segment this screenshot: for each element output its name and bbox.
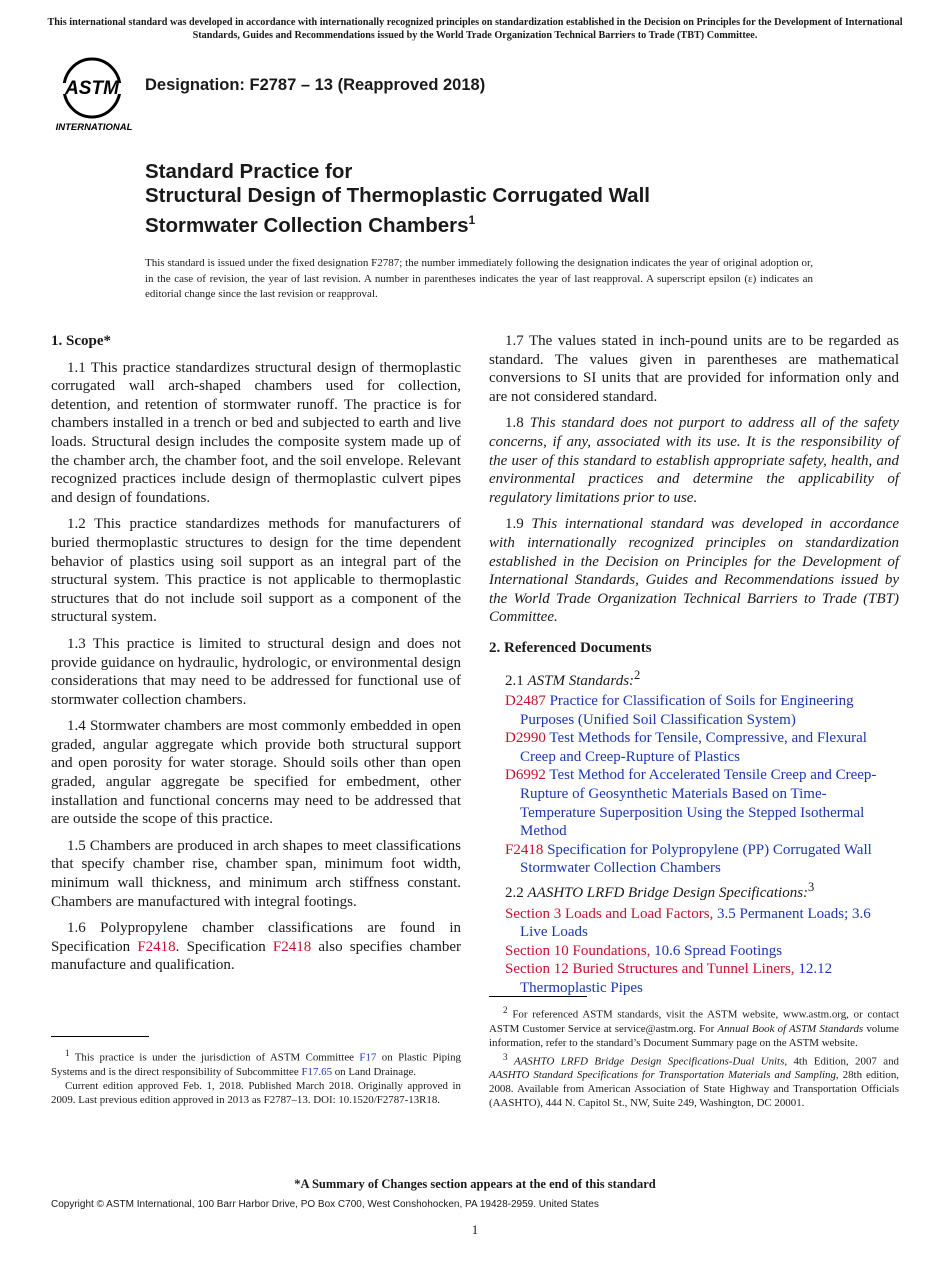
copyright-line: Copyright © ASTM International, 100 Barr Harbor Drive, PO Box C700, West Conshohocken, PA 19428-2959. United States <box>51 1199 599 1210</box>
footnote-text: , 4th Edition, 2007 and <box>784 1055 899 1068</box>
footnote-text: volume information, refer to the standard’s Document Summary page on the ASTM website. <box>489 1022 899 1049</box>
reference-title-link[interactable]: Test Methods for Tensile, Compressive, and Flexural Creep and Creep-Rupture of Plastics <box>520 730 867 765</box>
reference-item <box>505 960 899 997</box>
footnote-1-edition: Current edition approved Feb. 1, 2018. Published March 2018. Originally approved in 2009. Last previous edition approved in 2013 as F2787–13. DOI: 10.1520/F2787-13R18. <box>51 1079 461 1106</box>
footnote-text: on Land Drainage. <box>332 1065 417 1078</box>
footnote-mark: 1 <box>65 1048 70 1058</box>
reference-item <box>505 729 899 766</box>
para-1-6-text-c: also specifies chamber manufacture and qualification. <box>51 938 462 974</box>
footnotes-left <box>51 1046 461 1107</box>
footnote-divider <box>489 996 587 997</box>
scope-heading: 1. Scope* <box>51 333 111 349</box>
title-line-2: Structural Design of Thermoplastic Corrugated Wall <box>145 184 650 207</box>
reference-title-link[interactable]: 10.6 Spread Footings <box>654 942 783 959</box>
title-line-1: Standard Practice for <box>145 160 353 183</box>
issuance-statement: This standard is issued under the fixed designation F2787; the number immediately following the designation indicates the year of original adoption or, in the case of revision, the year of last revision. A number in parentheses indicates the year of last reapproval. A superscript epsilon (ε) indicates an editorial change since the last revision or reapproval. <box>145 257 813 300</box>
logo-text: ASTM <box>65 78 119 99</box>
astm-standards-subheading <box>505 666 899 691</box>
footnote-text: on Plastic Piping Systems and is the direct responsibility of Subcommittee <box>51 1051 461 1078</box>
footnote-2 <box>489 1003 899 1050</box>
page-number: 1 <box>471 1222 479 1237</box>
footnote-mark: 2 <box>503 1005 508 1015</box>
footnote-italic: AASHTO Standard Specifications for Transportation Materials and Sampling <box>489 1069 836 1082</box>
reference-code-link[interactable]: Section 10 Foundations, <box>505 942 651 959</box>
title-line-3 <box>145 208 905 238</box>
reference-item <box>505 841 899 878</box>
title-line-3-text: Stormwater Collection Chambers <box>145 213 469 237</box>
reference-title-link[interactable]: 3.5 Permanent Loads; 3.6 Live Loads <box>520 905 871 941</box>
references-heading: 2. Referenced Documents <box>489 639 652 656</box>
para-1-6-text-a: 1.6 Polypropylene chamber classifications are found in Specification <box>51 920 461 955</box>
astm-logo <box>52 56 136 132</box>
aashto-reference-list <box>505 905 899 998</box>
para-1-9-number: 1.9 <box>505 516 532 533</box>
para-1-6 <box>51 919 461 975</box>
astm-logo-graphic <box>52 56 136 132</box>
subheading-number: 2.1 <box>505 672 528 689</box>
subheading-text: AASHTO LRFD Bridge Design Specifications: <box>527 885 809 902</box>
para-1-4: 1.4 Stormwater chambers are most commonly embedded in open graded, angular aggregate which provide both structural support and open porosity for water storage. Should soils other than open graded, angular aggregate be specified for embedment, other installation and functional concerns may need to be addressed that are outside the scope of this practice. <box>51 718 461 828</box>
footnote-mark: 3 <box>503 1051 508 1062</box>
reference-code-link[interactable]: D2990 <box>505 730 546 747</box>
para-1-2: 1.2 This practice standardizes methods for manufacturers of buried thermoplastic structures to design for the time dependent behavior of plastics using soil support as an integral part of the structural system. This practice is not applicable to thermoplastic structures that do not include soil support as a component of the structural system. <box>51 516 461 626</box>
footnote-mark: 2 <box>634 667 641 682</box>
para-1-8 <box>489 414 899 507</box>
footnote-italic: AASHTO LRFD Bridge Design Specifications-Dual Units <box>513 1055 785 1068</box>
link-f17[interactable]: F17 <box>359 1051 377 1064</box>
subheading-text: ASTM Standards: <box>527 672 635 689</box>
summary-of-changes-note: *A Summary of Changes section appears at the end of this standard <box>294 1177 656 1191</box>
link-f17-65[interactable]: F17.65 <box>301 1065 333 1078</box>
para-1-3: 1.3 This practice is limited to structural design and does not provide guidance on hydraulic, hydrologic, or environmental design considerations that may need to be addressed for functional use of stormwater collection chambers. <box>51 635 461 708</box>
reference-code-link[interactable]: Section 12 Buried Structures and Tunnel Liners, <box>505 961 795 978</box>
footnote-text: , 28th edition, 2008. Available from American Association of State Highway and Transportation Officials (AASHTO), 444 N. Capitol St., NW, Suite 249, Washington, DC 20001. <box>489 1069 899 1110</box>
reference-title-link[interactable]: Specification for Polypropylene (PP) Corrugated Wall Stormwater Collection Chambers <box>520 841 872 877</box>
para-1-9 <box>489 515 899 627</box>
designation: Designation: F2787 – 13 (Reapproved 2018) <box>145 76 486 94</box>
para-1-7: 1.7 The values stated in inch-pound units are to be regarded as standard. The values given in parentheses are mathematical conversions to SI units that are provided for information only and are not considered standard. <box>489 333 899 405</box>
standard-notice: This international standard was developed in accordance with internationally recognized principles on standardization established in the Decision on Principles for the Development of International Standards, Guides and Recommendations issued by the World Trade Organization Technical Barriers to Trade (TBT) Committee. <box>47 17 903 41</box>
reference-item <box>505 942 899 961</box>
reference-title-link[interactable]: 12.12 Thermoplastic Pipes <box>520 961 833 996</box>
title-footnote-mark: 1 <box>468 213 476 227</box>
subheading-number: 2.2 <box>505 885 528 902</box>
footnote-mark: 3 <box>808 880 815 895</box>
footnotes-right <box>489 1003 899 1110</box>
para-1-8-number: 1.8 <box>505 415 530 432</box>
aashto-subheading <box>505 878 899 903</box>
reference-item <box>505 692 899 729</box>
link-f2418[interactable]: F2418 <box>137 938 176 955</box>
footnote-text: For referenced ASTM standards, visit the ASTM website, www.astm.org, or contact ASTM Customer Service at service@astm.org. For <box>489 1008 899 1035</box>
reference-title-link[interactable]: Practice for Classification of Soils for Engineering Purposes (Unified Soil Classification System) <box>520 693 854 728</box>
reference-item <box>505 905 899 942</box>
footnote-divider <box>51 1036 149 1037</box>
para-1-6-text-b: . Specification <box>175 938 273 955</box>
para-1-8-text: This standard does not purport to address all of the safety concerns, if any, associated with its use. It is the responsibility of the user of this standard to establish appropriate safety, health, and environmental practices and determine the applicability of regulatory limitations prior to use. <box>489 415 900 506</box>
footnote-italic: Annual Book of ASTM Standards <box>717 1022 864 1035</box>
footnote-3 <box>489 1050 899 1111</box>
astm-reference-list <box>505 692 899 878</box>
logo-subtext: INTERNATIONAL <box>55 122 133 132</box>
reference-code-link[interactable]: D2487 <box>505 693 546 710</box>
right-column <box>489 332 899 998</box>
footnote-text: This practice is under the jurisdiction of ASTM Committee <box>74 1051 360 1064</box>
reference-code-link[interactable]: D6992 <box>505 767 546 784</box>
reference-code-link[interactable]: Section 3 Loads and Load Factors, <box>505 905 714 922</box>
left-column <box>51 332 461 983</box>
para-1-9-text: This international standard was developed in accordance with internationally recognized principles on standardization established in the Decision on Principles for the Development of International Standards, Guides and Recommendations issued by the World Trade Organization Technical Barriers to Trade (TBT) Committee. <box>489 516 900 626</box>
footnote-1 <box>51 1046 461 1079</box>
document-title <box>145 160 905 238</box>
para-1-5: 1.5 Chambers are produced in arch shapes to meet classifications that specify chamber rise, chamber span, minimum foot width, minimum wall thickness, and minimum arch stiffness constant. Chambers are manufactured with integral footings. <box>51 837 461 910</box>
reference-item <box>505 766 899 840</box>
link-f2418[interactable]: F2418 <box>272 938 312 955</box>
para-1-1: 1.1 This practice standardizes structural design of thermoplastic corrugated wall arch-shaped chambers used for collection, detention, and retention of stormwater runoff. The practice is for chambers installed in a trench or bed and subjected to earth and live loads. Structural design includes the composite system made up of the chamber arch, the chamber foot, and the soil envelope. Relevant recognized practices include design of thermoplastic culvert pipes and design of foundations. <box>51 359 461 506</box>
reference-code-link[interactable]: F2418 <box>505 841 544 858</box>
reference-title-link[interactable]: Test Method for Accelerated Tensile Creep and Creep-Rupture of Geosynthetic Materials Based on Time-Temperature Superposition Using the Stepped Isothermal Method <box>520 767 877 840</box>
